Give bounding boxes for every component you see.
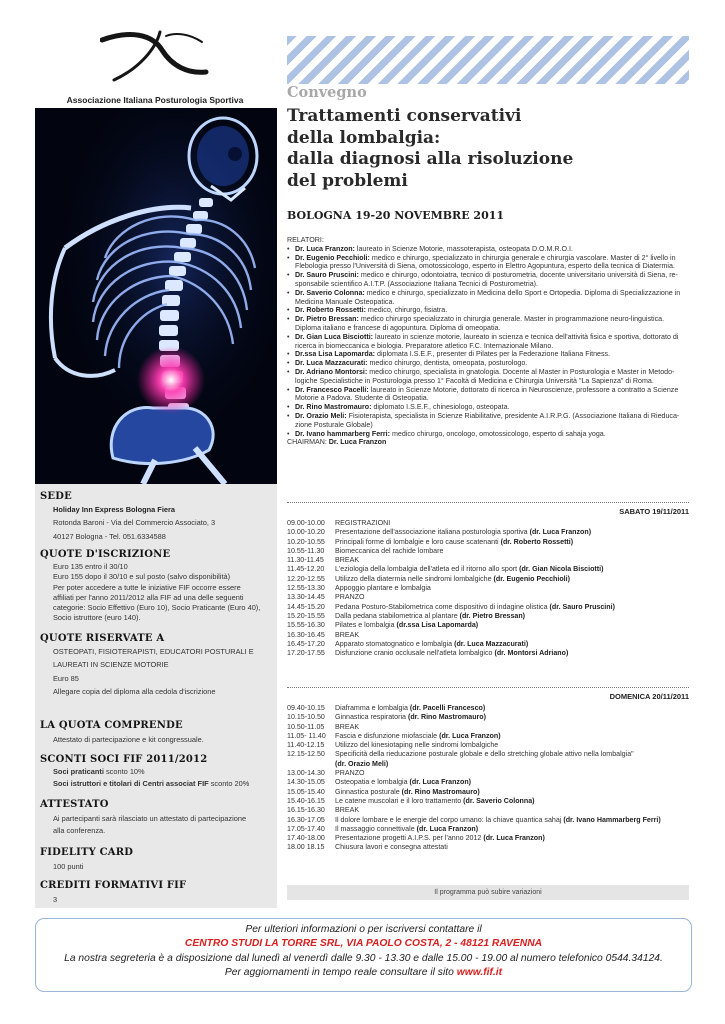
crediti-line: 3 — [53, 895, 58, 904]
sconti-section — [40, 754, 273, 790]
page-title — [287, 106, 697, 192]
schedule-time: 16.30-17.05 — [287, 815, 325, 824]
crediti-section — [40, 880, 273, 905]
sede-address: Rotonda Baroni - Via del Commercio Associato, 3 — [53, 518, 216, 528]
speaker-name: Dr. Pietro Bressan: — [295, 315, 359, 324]
schedule-row — [287, 547, 689, 556]
speaker-description: medico e chirurgo, specializzato in Medicina dello Sport e Ortopedia. Diploma di Specializzazione in Medicina Manuale Osteopatica. — [295, 288, 681, 306]
activity-title: Presentazione progetti A.I.P.S. per l'anno 2012 — [335, 834, 484, 843]
attestato-section — [40, 799, 273, 837]
quote-line: Euro 135 entro il 30/10 — [53, 562, 128, 571]
speaker-item — [287, 359, 689, 368]
striped-banner — [287, 36, 689, 84]
footer-company: CENTRO STUDI LA TORRE SRL, VIA PAOLO COSTA, 2 - 48121 RAVENNA — [184, 938, 543, 950]
comprende-line: Attestato di partecipazione e kit congressuale. — [53, 735, 204, 744]
activity-speaker: (dr. Luca Franzon) — [409, 778, 472, 787]
activity-speaker: (dr.ssa Lisa Lapomarda) — [396, 621, 479, 630]
speaker-item — [287, 333, 689, 351]
speaker-description: medico e chirurgo, specializzato in chirurgia generale e chirurgia vascolare. Master di 2° livello in Flebologia presso l'Università di Siena, omotossicologo, esperto in Elettro Agopuntura, esperto della tecnica di Diatermia. — [295, 253, 676, 271]
sede-heading: SEDE — [40, 491, 72, 502]
speaker-description: medico chirurgo, dentista, omeopata, posturologo. — [367, 359, 528, 368]
activity-title: Il dolore lombare e le energie del corpo umano: la chiave quantica sahaj — [335, 815, 564, 824]
speaker-name: Dr. Adriano Montorsi: — [295, 367, 368, 376]
activity-title: Pedana Posturo-Stabilometrica come dispositivo di indagine olistica — [335, 602, 550, 611]
activity-title: Fascia e disfunzione miofasciale — [335, 731, 440, 740]
quote-section — [40, 549, 273, 624]
riservate-line: Euro 85 — [53, 673, 79, 683]
activity-title: Appoggio plantare e lombalgia — [335, 584, 431, 593]
schedule-activity — [335, 834, 689, 843]
schedule-activity — [335, 593, 689, 602]
schedule-time: 14.30-15.05 — [287, 778, 325, 787]
speaker-item — [287, 430, 689, 439]
sconti-heading: SCONTI SOCI FIF 2011/2012 — [40, 754, 208, 765]
schedule-time: 12.55-13.30 — [287, 584, 325, 593]
speaker-item — [287, 271, 689, 289]
schedule-time: 10.00-10.20 — [287, 528, 325, 537]
schedule-activity — [335, 649, 689, 658]
activity-title: Diaframma e lombalgia — [335, 704, 410, 712]
schedule-activity — [335, 816, 689, 825]
day1-schedule — [287, 519, 689, 658]
quote-line: Per poter accedere a tutte le iniziative FIF occorre essere — [53, 582, 241, 592]
schedule-activity — [335, 750, 689, 759]
spine-xray-image — [35, 108, 277, 484]
schedule-activity — [335, 603, 689, 612]
schedule-row — [287, 816, 689, 825]
schedule-row — [287, 519, 689, 528]
schedule-row — [287, 612, 689, 621]
activity-title: BREAK — [335, 630, 360, 639]
riservate-section — [40, 633, 273, 697]
schedule-row — [287, 575, 689, 584]
speaker-name: Dr. Orazio Meli: — [295, 411, 347, 420]
schedule-time: 13.30-14.45 — [287, 593, 325, 602]
riservate-line: OSTEOPATI, FISIOTERAPISTI, EDUCATORI POSTURALI E — [53, 647, 254, 656]
speaker-description: laureato in Scienze Motorie, massoterapista, osteopata D.O.M.R.O.I. — [354, 244, 573, 253]
crediti-heading: CREDITI FORMATIVI FIF — [40, 880, 187, 891]
activity-title: Biomeccanica del rachide lombare — [335, 546, 444, 555]
schedule-row — [287, 788, 689, 797]
schedule-activity — [335, 760, 689, 769]
schedule-time: 13.00-14.30 — [287, 769, 325, 778]
speaker-description: laureato in Scienze Motorie, dottorato di ricerca in Neuroscienze, professore a contratto a Scienze Motorie a Padova. Studente di Osteopatia. — [295, 385, 679, 403]
speaker-item — [287, 289, 689, 307]
activity-speaker: (dr. Luca Franzon) — [483, 834, 545, 843]
speaker-item — [287, 315, 689, 333]
activity-title: Chiusura lavori e consegna attestati — [335, 843, 448, 852]
schedule-time: 09.40-10.15 — [287, 704, 325, 712]
schedule-time — [287, 760, 335, 769]
activity-speaker: (dr. Orazio Meli) — [335, 759, 389, 768]
activity-title: Apparato stomatognatico e lombalgia — [335, 639, 455, 648]
activity-speaker: (dr. Eugenio Pecchioli) — [493, 574, 570, 583]
schedule-activity — [335, 547, 689, 556]
speaker-name: Dr. Luca Mazzacurati: — [295, 359, 368, 368]
activity-speaker: (dr. Roberto Rossetti) — [500, 537, 574, 546]
schedule-row — [287, 593, 689, 602]
speaker-description: medico chirurgo specializzato in chirurgia generale. Master in programmazione neuro-linguistica. Diploma italiano e francese di agopuntura. Diploma di omeopatia. — [295, 315, 665, 332]
schedule-time: 16.30-16.45 — [287, 630, 325, 639]
speaker-description: medico, chirurgo, fisiatra. — [365, 306, 448, 315]
attestato-line: Ai partecipanti sarà rilasciato un attestato di partecipazione — [53, 814, 247, 823]
sconti-istruttori: Soci istruttori e titolari di Centri associat FIF — [53, 779, 209, 789]
schedule-time: 11.30-11.45 — [287, 556, 324, 565]
day1-heading: SABATO 19/11/2011 — [287, 502, 689, 516]
schedule-activity — [335, 631, 689, 640]
schedule-row — [287, 713, 689, 722]
schedule-activity — [335, 723, 689, 732]
schedule-row — [287, 640, 689, 649]
speaker-item — [287, 245, 689, 254]
fidelity-heading: FIDELITY CARD — [40, 847, 134, 858]
schedule-time: 12.20-12.55 — [287, 574, 325, 583]
day2-heading: DOMENICA 20/11/2011 — [287, 687, 689, 701]
speakers-label: RELATORI: — [287, 236, 324, 244]
activity-title: BREAK — [335, 722, 360, 731]
speaker-name: Dr. Luca Franzon: — [295, 244, 355, 253]
schedule-time: 10.15-10.50 — [287, 713, 325, 722]
speaker-item — [287, 386, 689, 404]
schedule-row — [287, 556, 689, 565]
activity-speaker: (dr. Rino Mastromauro) — [401, 787, 480, 796]
schedule-time: 11.40-12.15 — [287, 741, 325, 750]
activity-title: Ginnastica posturale — [335, 787, 402, 796]
schedule-activity — [335, 713, 689, 722]
schedule-time: 16.15-16.30 — [287, 806, 325, 815]
activity-title: Utilizzo del kinesiotaping nelle sindromi lombalgiche — [335, 741, 499, 750]
speaker-item — [287, 254, 689, 272]
schedule-time: 15.20-15.55 — [287, 611, 325, 620]
activity-speaker: (dr. Pacelli Francesco) — [409, 704, 486, 712]
speaker-description: medico e chirurgo, odontoiatra, tecnico di posturometria, docente universitario università di Siena, re-sponsabile scientifico A.I.T.P. (Associazione Italiana Tecnici di Posturometria). — [295, 271, 678, 288]
speaker-name: Dr.ssa Lisa Lapomarda: — [295, 350, 376, 359]
schedule-time: 17.20-17.55 — [287, 649, 325, 658]
schedule-time: 17.40-18.00 — [287, 834, 325, 843]
activity-title: Il massaggio connettivale — [335, 824, 417, 833]
schedule-activity — [335, 732, 689, 741]
schedule-row — [287, 649, 689, 658]
footer-hours: La nostra segreteria è a disposizione dal lunedì al venerdì dalle 9.30 - 13.30 e dalle 15.00 - 19.00 al numero telefonico 0544.34124. — [64, 952, 663, 964]
activity-speaker: (dr. Luca Mazzacurati) — [454, 639, 529, 648]
speaker-name: Dr. Sauro Pruscini: — [295, 271, 359, 280]
activity-speaker: (dr. Montorsi Adriano) — [494, 649, 569, 658]
sconti-line — [40, 767, 273, 777]
schedule-time: 15.40-16.15 — [287, 796, 325, 805]
chairman-name: Dr. Luca Franzon — [328, 438, 387, 447]
program-note: Il programma può subire variazioni — [287, 885, 689, 900]
activity-title: PRANZO — [335, 769, 365, 778]
footer-website-text: Per aggiornamenti in tempo reale consultare il sito — [224, 967, 457, 979]
schedule-row — [287, 750, 689, 759]
schedule-time: 11.45-12.20 — [287, 565, 325, 574]
speaker-description: medico chirurgo, oncologo, omotossicologo, esperto di sahaja yoga. — [390, 429, 606, 438]
convegno-label: Convegno — [287, 84, 367, 101]
speaker-item — [287, 306, 689, 315]
activity-speaker: (dr. Pietro Bressan) — [459, 611, 526, 620]
schedule-row — [287, 538, 689, 547]
activity-title: Specificità della rieducazione posturale globale e dello stretching globale attivo nella lombalgia" — [335, 750, 634, 759]
activity-title: REGISTRAZIONI — [335, 519, 391, 527]
activity-title: Osteopatia e lombalgia — [335, 778, 410, 787]
speaker-name: Dr. Gian Luca Bisciotti: — [295, 332, 374, 341]
sconti-line — [40, 779, 273, 789]
event-date: BOLOGNA 19-20 NOVEMBRE 2011 — [287, 209, 505, 222]
comprende-heading: LA QUOTA COMPRENDE — [40, 720, 183, 731]
schedule-row — [287, 732, 689, 741]
activity-speaker: (dr. Luca Franzon) — [416, 824, 479, 833]
schedule-row — [287, 797, 689, 806]
speaker-name: Dr. Francesco Pacelli: — [295, 385, 369, 394]
schedule-activity — [335, 519, 689, 528]
schedule-activity — [335, 528, 689, 537]
schedule-row — [287, 603, 689, 612]
schedule-activity — [335, 538, 689, 547]
schedule-row — [287, 769, 689, 778]
activity-title: PRANZO — [335, 593, 365, 602]
schedule-row — [287, 834, 689, 843]
schedule-time: 16.45-17.20 — [287, 639, 325, 648]
activity-speaker: (dr. Saverio Colonna) — [463, 796, 535, 805]
schedule-activity — [335, 612, 689, 621]
riservate-line: LAUREATI IN SCIENZE MOTORIE — [53, 660, 169, 670]
schedule-time: 12.15-12.50 — [287, 750, 325, 759]
schedule-activity — [335, 843, 689, 852]
sconti-praticanti: Soci praticanti — [53, 767, 104, 776]
schedule-activity — [335, 704, 689, 713]
schedule-activity — [335, 584, 689, 593]
speaker-name: Dr. Rino Mastromauro: — [295, 403, 372, 412]
activity-title: Principali forme di lombalgie e loro cause scatenanti — [335, 537, 501, 546]
schedule-row — [287, 825, 689, 834]
schedule-row — [287, 565, 689, 574]
activity-title: Ginnastica respiratoria — [335, 713, 408, 722]
schedule-row — [287, 528, 689, 537]
speaker-item — [287, 368, 689, 386]
activity-title: Utilizzo della diatermia nelle sindromi lombalgiche — [335, 574, 494, 583]
association-logo — [100, 28, 210, 88]
sede-city-phone: 40127 Bologna - Tel. 051.6334588 — [53, 531, 166, 541]
attestato-line: alla conferenza. — [53, 826, 106, 836]
schedule-activity — [335, 575, 689, 584]
sede-venue: Holiday Inn Express Bologna Fiera — [53, 505, 175, 514]
schedule-activity — [335, 741, 689, 750]
riservate-line: Allegare copia del diploma alla cedola d'iscrizione — [53, 686, 216, 696]
info-sidebar — [35, 484, 277, 908]
activity-title: Pilates e lombalgia — [335, 621, 397, 630]
quote-heading: QUOTE D'ISCRIZIONE — [40, 549, 171, 560]
speaker-name: Dr. Ivano hammarberg Ferri: — [295, 429, 391, 438]
schedule-activity — [335, 769, 689, 778]
schedule-time: 11.05- 11.40 — [287, 731, 326, 740]
speaker-description: diplomato I.S.E.F., chinesiologo, osteopata. — [371, 403, 510, 412]
speaker-name: Dr. Roberto Rossetti: — [295, 306, 366, 315]
sconti-praticanti-value: sconto 10% — [103, 767, 145, 776]
day2-schedule — [287, 704, 689, 853]
schedule-row — [287, 760, 689, 769]
schedule-row — [287, 723, 689, 732]
fidelity-line: 100 punti — [53, 862, 84, 871]
schedule-activity — [335, 640, 689, 649]
schedule-time: 10.50-11.05 — [287, 722, 325, 731]
schedule-row — [287, 631, 689, 640]
schedule-row — [287, 584, 689, 593]
quote-line: Socio istruttore (euro 140). — [53, 613, 141, 623]
speakers-list — [287, 245, 689, 439]
speaker-item — [287, 412, 689, 430]
schedule-time: 17.05-17.40 — [287, 824, 325, 833]
speaker-item — [287, 350, 689, 359]
speaker-name: Dr. Saverio Colonna: — [295, 288, 365, 297]
schedule-row — [287, 741, 689, 750]
activity-speaker: (dr. Gian Nicola Bisciotti) — [519, 565, 604, 574]
activity-title: Disfunzione cranio occlusale nell'atleta lombalgico — [335, 649, 495, 658]
speaker-description: laureato in scienze motorie, laureato in scienza e tecnica dell'attività fisica e sportiva, dottorato di ricerca in biomeccanica e biologia. Preparatore atletico F.C. Internazionale Milano. — [295, 332, 679, 350]
speaker-description: diplomata I.S.E.F., presenter di Pilates per la Federazione Italiana Fitness. — [375, 350, 611, 359]
activity-speaker: (dr. Rino Mastromauro) — [407, 713, 486, 722]
schedule-row — [287, 806, 689, 815]
speaker-description: Fisioterapista, specialista in Scienze Riabilitative, presidente A.I.R.P.G. (Associazione Italiana di Rieduca-zione Posturale Globale) — [295, 411, 680, 429]
schedule-row — [287, 778, 689, 787]
schedule-activity — [335, 565, 689, 574]
footer-info: Per ulteriori informazioni o per iscriversi contattare il — [245, 924, 482, 935]
schedule-time: 09.00-10.00 — [287, 519, 325, 527]
quote-line: categorie: Socio Effettivo (Euro 10), Socio Praticante (Euro 40), — [53, 603, 261, 613]
activity-title: BREAK — [335, 556, 360, 565]
sconti-istruttori-value: sconto 20% — [208, 779, 250, 789]
chairman-line — [287, 438, 689, 447]
schedule-row — [287, 704, 689, 713]
schedule-time: 10.55-11.30 — [287, 546, 325, 555]
schedule-activity — [335, 556, 689, 565]
title-line: della lombalgia: — [287, 127, 441, 148]
schedule-activity — [335, 825, 689, 834]
footer-website-line — [36, 966, 691, 980]
website-link[interactable]: www.fif.it — [456, 967, 503, 979]
title-line: Trattamenti conservativi — [287, 106, 522, 126]
schedule-activity — [335, 788, 689, 797]
fidelity-section — [40, 847, 273, 872]
association-name: Associazione Italiana Posturologia Sportiva — [66, 95, 244, 105]
schedule-time: 15.55-16.30 — [287, 621, 325, 630]
contact-footer — [35, 918, 692, 992]
schedule-activity — [335, 778, 689, 787]
activity-title: BREAK — [335, 806, 360, 815]
activity-title: Dalla pedana stabilometrica al plantare — [335, 611, 460, 620]
title-line: dalla diagnosi alla risoluzione — [287, 149, 574, 170]
schedule-activity — [335, 797, 689, 806]
quote-line: affiliati per l'anno 2011/2012 alla FIF ad una delle seguenti — [53, 592, 244, 602]
activity-speaker: (dr. Ivano Hammarberg Ferri) — [563, 815, 661, 824]
schedule-activity — [335, 806, 689, 815]
schedule-time: 18.00 18.15 — [287, 843, 325, 852]
sede-section — [40, 491, 273, 542]
schedule-activity — [335, 621, 689, 630]
speaker-description: medico chirurgo, specialista in gnatologia. Docente al Master in Posturologia e Master in Metodo-logiche Specialistiche in Posturologia presso 1° Facoltà di Medicina e Chirurgia Università "La Sapienza" di Roma. — [295, 367, 675, 385]
schedule-row — [287, 843, 689, 852]
schedule-time: 15.05-15.40 — [287, 787, 325, 796]
activity-speaker: (dr. Sauro Pruscini) — [549, 602, 615, 611]
activity-speaker: (dr. Luca Franzon) — [439, 731, 501, 740]
chairman-label: CHAIRMAN: — [287, 438, 329, 447]
title-line: del problemi — [287, 170, 408, 191]
activity-title: Le catene muscolari e il loro trattamento — [335, 796, 464, 805]
riservate-heading: QUOTE RISERVATE A — [40, 633, 165, 644]
schedule-row — [287, 621, 689, 630]
activity-speaker: (dr. Luca Franzon) — [529, 528, 592, 537]
speakers-section — [287, 236, 689, 447]
quote-line: Euro 155 dopo il 30/10 e sul posto (salvo disponibilità) — [53, 572, 231, 582]
schedule-time: 14.45-15.20 — [287, 602, 325, 611]
speaker-item — [287, 403, 689, 412]
comprende-section — [40, 720, 273, 745]
activity-title: L'eziologia della lombalgia dell'atleta ed il ritorno allo sport — [335, 565, 520, 574]
attestato-heading: ATTESTATO — [40, 799, 109, 810]
speaker-name: Dr. Eugenio Pecchioli: — [295, 253, 370, 262]
activity-title: Presentazione dell'associazione italiana posturologia sportiva — [335, 528, 530, 537]
schedule-time: 10.20-10.55 — [287, 537, 325, 546]
